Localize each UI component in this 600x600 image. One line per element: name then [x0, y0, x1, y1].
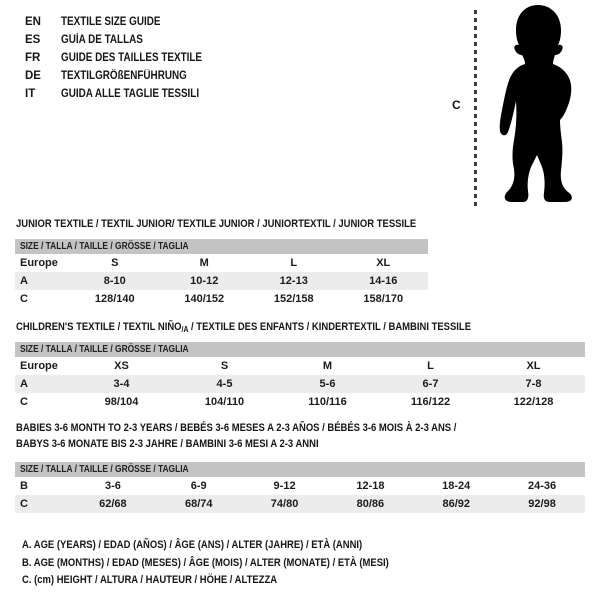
toddler-silhouette-icon — [487, 3, 589, 206]
size-cell: 86/92 — [442, 498, 470, 510]
footnote-b: B. AGE (MONTHS) / EDAD (MESES) / ÂGE (MOIS) / ALTER (MONATE) / ETÀ (MESI) — [22, 556, 389, 569]
size-cell: L — [290, 257, 298, 269]
lang-row-es — [25, 31, 225, 49]
size-cell: 116/122 — [410, 396, 451, 408]
babies-size-table — [15, 462, 585, 513]
babies-table-title — [16, 420, 528, 452]
size-cell: 12-18 — [356, 480, 385, 492]
size-cell: S — [220, 360, 229, 372]
row-label: A — [20, 378, 28, 390]
size-cell: 24-36 — [528, 480, 557, 492]
size-header-bar — [15, 239, 428, 254]
row-label: Europe — [20, 360, 58, 372]
size-cell: L — [427, 360, 434, 372]
row-label: B — [20, 480, 28, 492]
babies-title-line2: BABYS 3-6 MONATE BIS 2-3 JAHRE / BAMBINI 3-6 MESI A 2-3 ANNI — [16, 438, 319, 450]
lang-code: EN — [25, 16, 41, 28]
size-cell: 5-6 — [319, 378, 336, 390]
table-row-height — [15, 495, 585, 513]
size-header-text: SIZE / TALLA / TAILLE / GRÖSSE / TAGLIA — [20, 343, 189, 355]
size-cell: 18-24 — [442, 480, 471, 492]
children-size-table — [15, 342, 585, 411]
footnote-a: A. AGE (YEARS) / EDAD (AÑOS) / ÂGE (ANS) / ALTER (JAHRE) / ETÀ (ANNI) — [22, 539, 363, 551]
table-row-europe — [15, 357, 585, 375]
lang-row-de — [25, 67, 225, 85]
size-cell: 74/80 — [270, 498, 299, 510]
size-cell: 98/104 — [104, 396, 139, 408]
lang-row-fr — [25, 49, 225, 67]
children-title-part1: CHILDREN'S TEXTILE / TEXTIL NIÑO — [16, 321, 182, 333]
size-cell: XL — [376, 257, 391, 269]
size-cell: 158/170 — [363, 293, 404, 305]
size-cell: 68/74 — [184, 498, 213, 510]
table-row-height — [15, 393, 585, 411]
size-cell: 6-9 — [190, 480, 207, 492]
junior-size-table — [15, 239, 428, 308]
size-cell: 10-12 — [190, 275, 219, 287]
lang-code: FR — [25, 52, 41, 64]
row-label: C — [20, 498, 28, 510]
row-label: A — [20, 275, 28, 287]
junior-table-title — [16, 216, 481, 232]
lang-row-en — [25, 13, 225, 31]
size-cell: 12-13 — [279, 275, 308, 287]
size-header-bar — [15, 462, 585, 477]
lang-code: DE — [25, 70, 41, 82]
size-cell: 7-8 — [525, 378, 542, 390]
children-title-text — [16, 319, 471, 338]
size-cell: 152/158 — [273, 293, 314, 305]
size-cell: 6-7 — [422, 378, 439, 390]
row-label: Europe — [20, 257, 58, 269]
size-cell: 92/98 — [528, 498, 556, 510]
size-header-bar — [15, 342, 585, 357]
table-row-europe — [15, 254, 428, 272]
row-label: C — [20, 293, 28, 305]
lang-title: TEXTILGRÖßENFÜHRUNG — [61, 70, 187, 82]
size-cell: M — [199, 257, 209, 269]
height-measure-line — [474, 10, 477, 207]
children-title-part2: / TEXTILE DES ENFANTS / KINDERTEXTIL / BAMBINI TESSILE — [188, 321, 472, 333]
table-row-age — [15, 375, 585, 393]
size-cell: 4-5 — [216, 378, 233, 390]
height-measure-label: C — [452, 98, 461, 112]
lang-title: TEXTILE SIZE GUIDE — [61, 16, 161, 28]
size-cell: 8-10 — [103, 275, 126, 287]
size-cell: 9-12 — [273, 480, 296, 492]
lang-title: GUIDE DES TAILLES TEXTILE — [61, 52, 203, 64]
lang-title: GUÍA DE TALLAS — [61, 34, 143, 46]
table-row-height — [15, 290, 428, 308]
size-cell: 3-6 — [104, 480, 121, 492]
children-table-title — [16, 319, 545, 338]
size-header-text: SIZE / TALLA / TAILLE / GRÖSSE / TAGLIA — [20, 463, 189, 475]
footnote-c: C. (cm) HEIGHT / ALTURA / HAUTEUR / HÖHE / ALTEZZA — [22, 574, 278, 586]
table-row-age — [15, 272, 428, 290]
size-cell: 122/128 — [513, 396, 554, 408]
size-cell: 128/140 — [94, 293, 135, 305]
table-row-age-months — [15, 477, 585, 495]
size-cell: 104/110 — [204, 396, 245, 408]
size-cell: 140/152 — [184, 293, 225, 305]
lang-code: ES — [25, 34, 41, 46]
language-header — [25, 13, 225, 103]
size-cell: 3-4 — [113, 378, 130, 390]
children-title-subscript: /A — [181, 325, 189, 334]
size-cell: 80/86 — [356, 498, 385, 510]
row-label: C — [20, 396, 28, 408]
size-cell: 14-16 — [369, 275, 398, 287]
size-cell: S — [111, 257, 119, 269]
size-cell: M — [322, 360, 333, 372]
junior-title-text: JUNIOR TEXTILE / TEXTIL JUNIOR/ TEXTILE JUNIOR / JUNIORTEXTIL / JUNIOR TESSILE — [16, 218, 417, 230]
size-cell: 62/68 — [99, 498, 127, 510]
lang-code: IT — [25, 88, 36, 100]
size-cell: XL — [526, 360, 541, 372]
lang-row-it — [25, 85, 225, 103]
lang-title: GUIDA ALLE TAGLIE TESSILI — [61, 88, 200, 100]
size-header-text: SIZE / TALLA / TAILLE / GRÖSSE / TAGLIA — [20, 240, 189, 252]
footnotes — [22, 537, 449, 590]
size-cell: 110/116 — [308, 396, 347, 408]
babies-title-line1: BABIES 3-6 MONTH TO 2-3 YEARS / BEBÉS 3-6 MESES A 2-3 AÑOS / BÉBÉS 3-6 MOIS À 2-3 ANS / — [16, 422, 457, 434]
size-cell: XS — [114, 360, 129, 372]
